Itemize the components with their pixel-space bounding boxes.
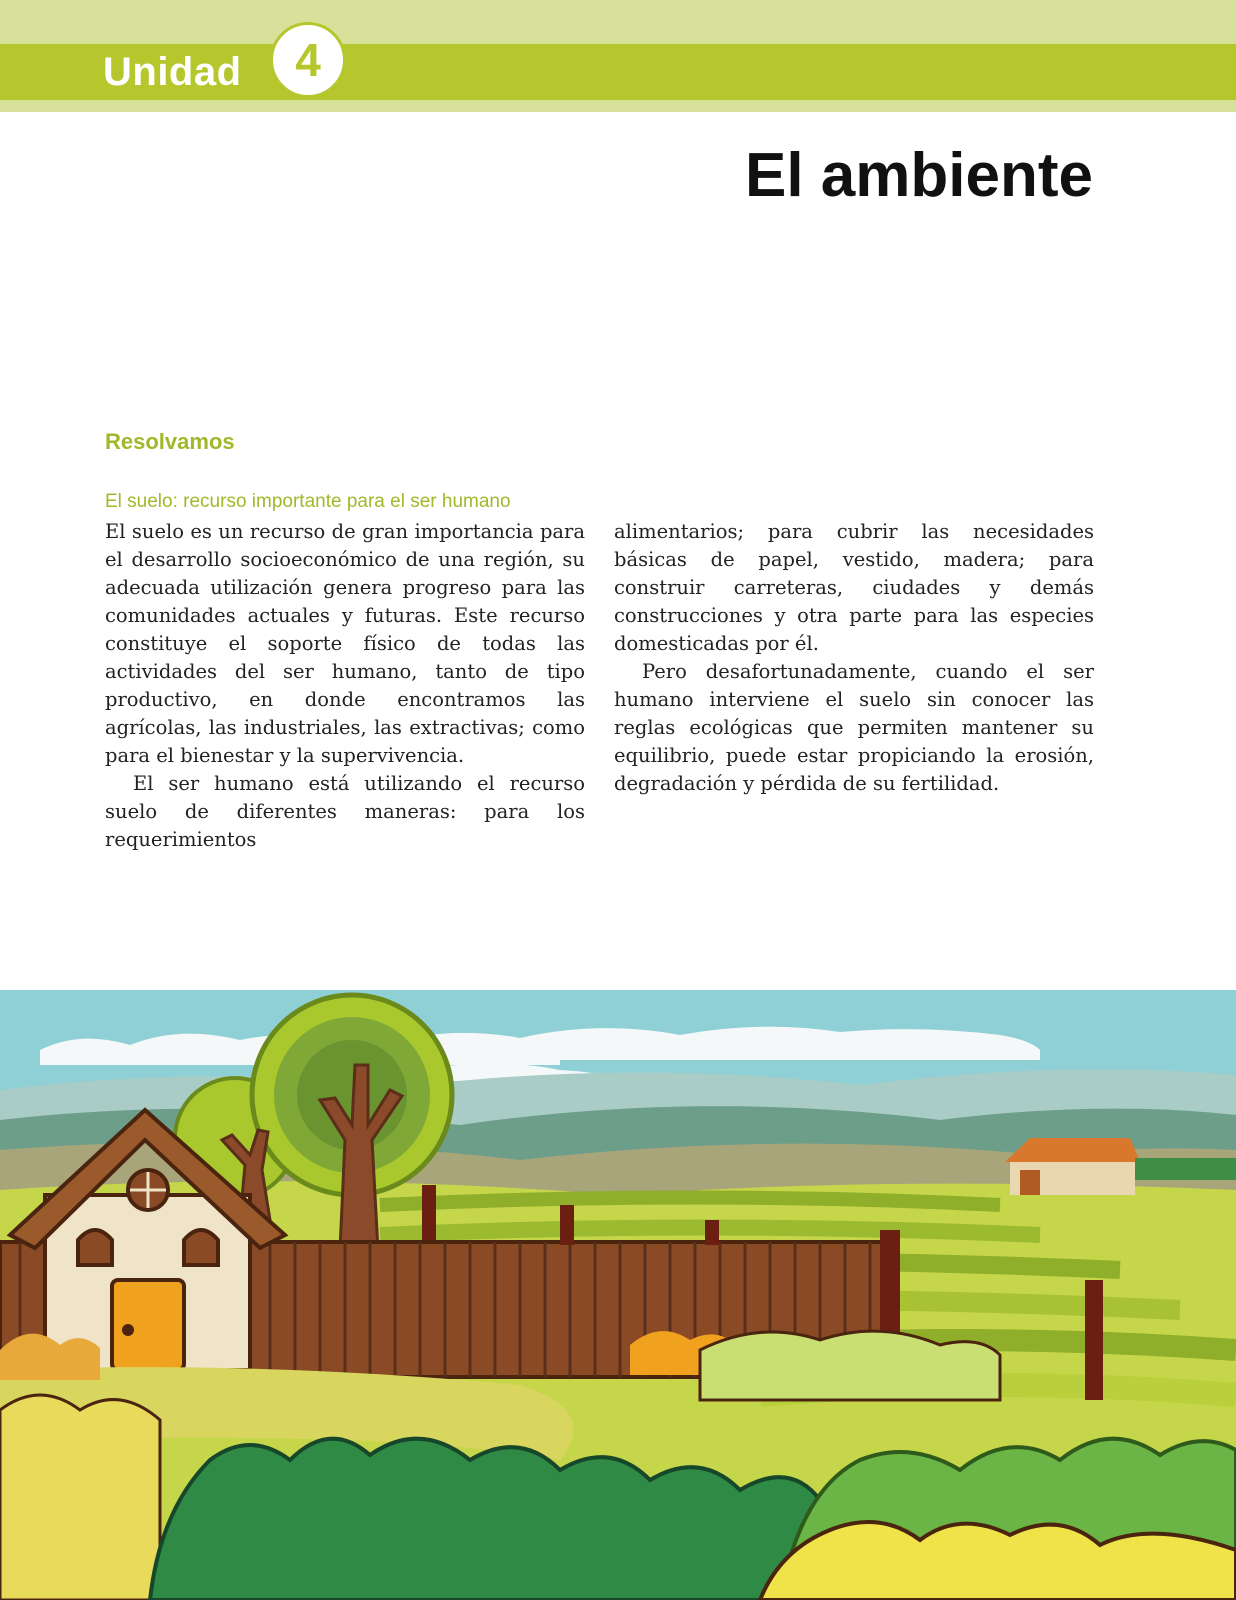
unit-label: Unidad <box>103 50 242 94</box>
crop-row <box>380 1198 1000 1206</box>
paragraph: El ser humano está utilizando el recurso suelo de diferentes maneras: para los requerimientos <box>105 772 585 851</box>
farm-landscape-illustration <box>0 990 1236 1600</box>
barn-illustration <box>1005 1138 1140 1195</box>
bush <box>700 1331 1000 1400</box>
green-hedge <box>1135 1158 1236 1180</box>
paragraph: Pero desafortunadamente, cuando el ser humano interviene el suelo sin conocer las reglas ecológicas que permiten mantener su equilibrio, puede estar propiciando la erosión, degradación y pérdida de su fertilidad. <box>614 660 1094 795</box>
unit-number-badge <box>270 22 346 98</box>
header-band-top <box>0 0 1236 44</box>
unit-number: 4 <box>295 34 321 86</box>
body-column-right <box>614 518 1094 798</box>
foreground-bushes <box>760 1522 1236 1600</box>
body-column-left <box>105 518 585 854</box>
page-title: El ambiente <box>745 141 1093 210</box>
paragraph: El suelo es un recurso de gran importancia para el desarrollo socioeconómico de una región, su adecuada utilización genera progreso para las comunidades actuales y futuras. Este recurso constituye el soporte físico de todas las actividades del ser humano, tanto de tipo productivo, en donde encontramos las agrícolas, las industriales, las extractivas; como para el bienestar y la supervivencia. <box>105 520 585 767</box>
header-band-bottom <box>0 100 1236 112</box>
paragraph: alimentarios; para cubrir las necesidades básicas de papel, vestido, madera; para construir carreteras, ciudades y demás construcciones y otra parte para las especies domesticadas por él. <box>614 520 1094 655</box>
bush <box>0 1395 160 1600</box>
bush <box>0 1334 100 1380</box>
section-heading: Resolvamos <box>105 429 235 454</box>
section-subheading: El suelo: recurso importante para el ser humano <box>105 491 511 512</box>
door-icon <box>112 1280 184 1370</box>
